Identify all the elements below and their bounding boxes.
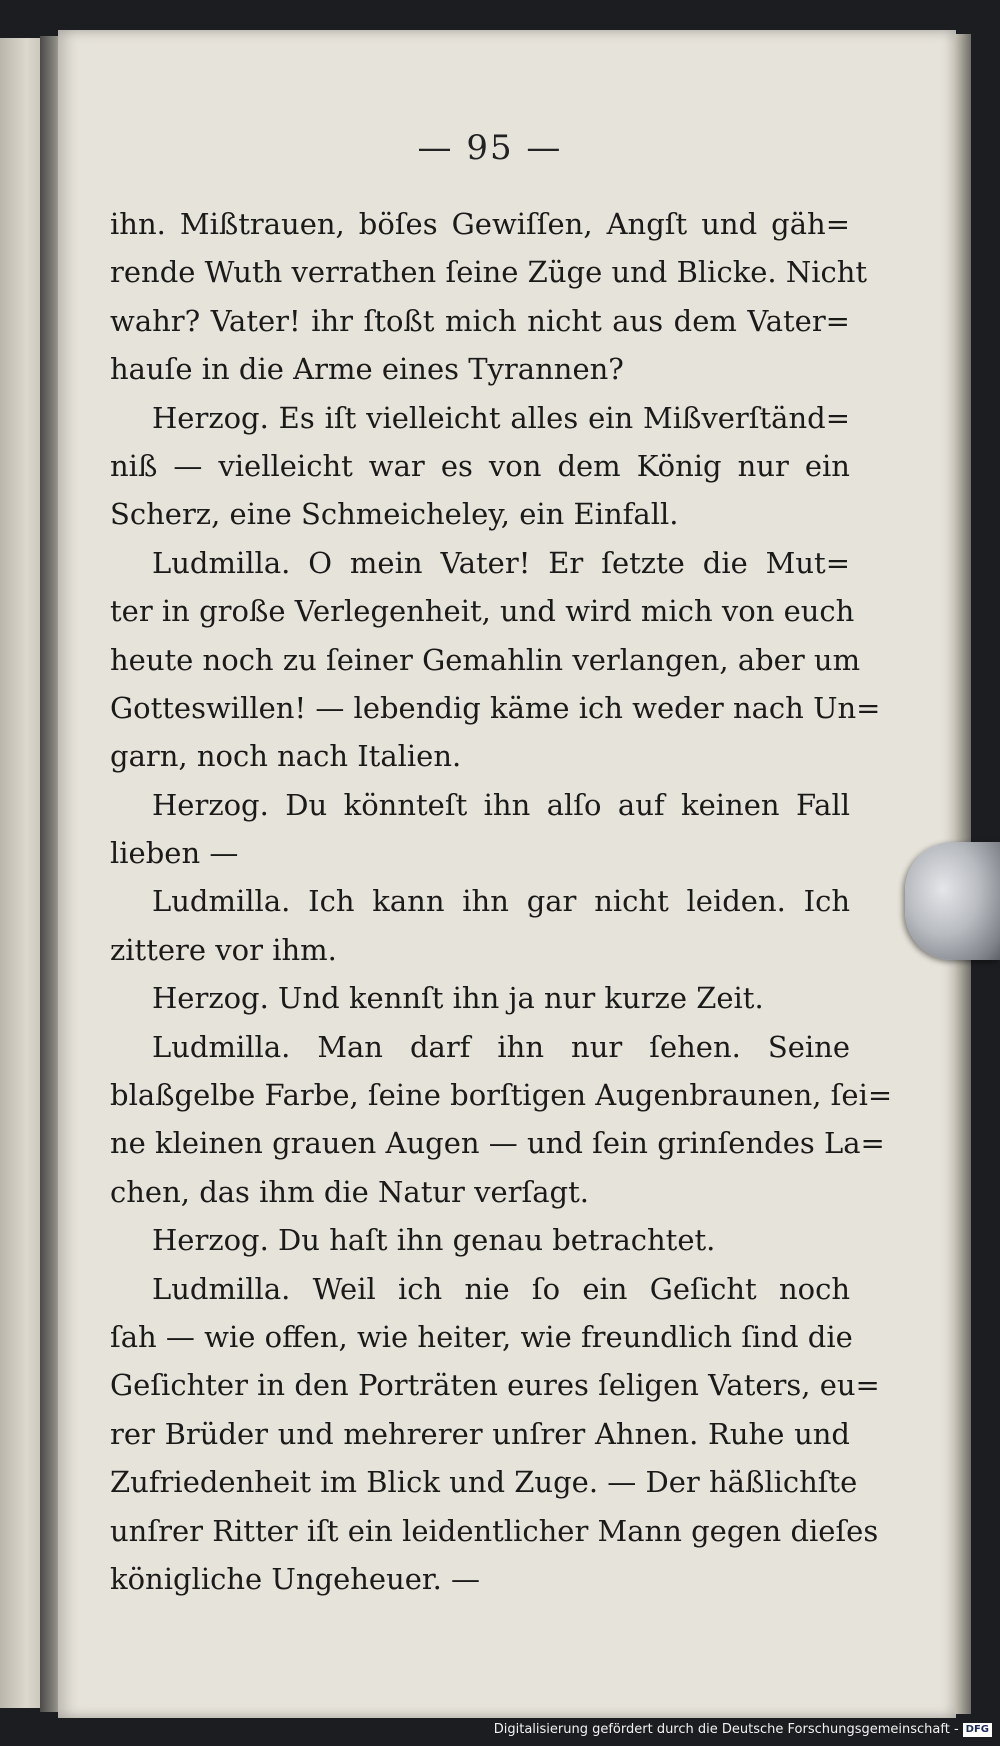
text-line: Herzog. Du könnteſt ihn alſo auf keinen Fall [152,787,850,822]
text-line: heute noch zu ſeiner Gemahlin verlangen, aber um [110,642,861,677]
text-line: Zufriedenheit im Blick und Zuge. — Der häßlichſte [110,1465,858,1500]
text-line: ihn. Mißtrauen, böſes Gewiſſen, Angſt und gäh= [110,207,850,241]
text-line: hauſe in die Arme eines Tyrannen? [110,352,624,387]
text-line: Ludmilla. O mein Vater! Er ſetzte die Mut= [152,545,850,580]
text-line: Herzog. Und kennſt ihn ja nur kurze Zeit. [152,981,764,1016]
dfg-logo: DFG [963,1723,992,1737]
text-line: Geſichter in den Porträten eures ſeligen Vaters, eu= [110,1368,880,1403]
text-line: chen, das ihm die Natur verſagt. [110,1174,589,1209]
text-line: Ludmilla. Ich kann ihn gar nicht leiden. Ich [152,884,850,919]
text-line: rer Brüder und mehrerer unſrer Ahnen. Ruhe und [110,1416,850,1451]
page-clip [905,842,1000,960]
text-line: Herzog. Du haſt ihn genau betrachtet. [152,1223,716,1258]
text-line: garn, noch nach Italien. [110,739,462,774]
text-line: zittere vor ihm. [110,932,337,967]
text-line: unſrer Ritter iſt ein leidentlicher Mann gegen dieſes [110,1513,879,1548]
text-line: Ludmilla. Man darf ihn nur ſehen. Seine [152,1029,850,1064]
footer-text: Digitalisierung gefördert durch die Deutsche Forschungsgemeinschaft - [493,1722,959,1737]
text-line: blaßgelbe Farbe, ſeine borſtigen Augenbraunen, ſei= [110,1078,893,1113]
text-line: wahr? Vater! ihr ſtoßt mich nicht aus dem Vater= [110,303,850,338]
previous-page-edge [0,38,44,1708]
text-line: ſah — wie offen, wie heiter, wie freundlich ſind die [110,1319,853,1354]
text-line: Gotteswillen! — lebendig käme ich weder nach Un= [110,690,881,725]
text-line: Scherz, eine Schmeicheley, ein Einfall. [110,497,679,532]
text-line: niß — vielleicht war es von dem König nur ein [110,448,850,483]
text-line: rende Wuth verrathen ſeine Züge und Blicke. Nicht [110,255,868,290]
text-line: lieben — [110,836,239,871]
text-line: ne kleinen grauen Augen — und ſein grinſendes La= [110,1126,885,1161]
footer-credit [494,1720,992,1740]
text-line: Ludmilla. Weil ich nie ſo ein Geſicht noch [152,1271,850,1306]
text-line: ter in große Verlegenheit, und wird mich von euch [110,594,855,629]
text-line: königliche Ungeheuer. — [110,1561,481,1596]
page-text [110,200,893,1603]
text-line: Herzog. Es iſt vielleicht alles ein Mißverſtänd= [152,400,850,435]
page-number: — 95 — [417,128,563,168]
